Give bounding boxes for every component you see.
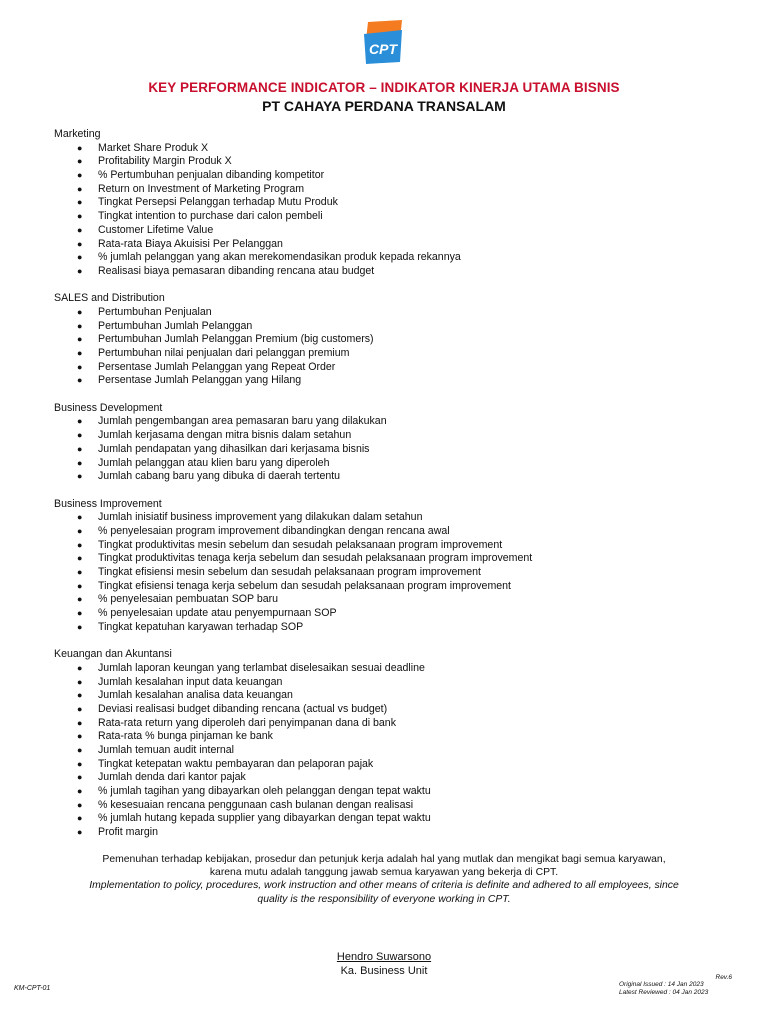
kpi-item <box>54 676 714 690</box>
bullet-icon: ● <box>77 457 83 468</box>
kpi-item <box>54 539 714 553</box>
bullet-icon: ● <box>77 703 83 714</box>
bullet-icon: ● <box>77 197 83 208</box>
kpi-item-text: Tingkat Persepsi Pelanggan terhadap Mutu Produk <box>98 196 338 209</box>
kpi-item-text: Pertumbuhan nilai penjualan dari pelanggan premium <box>98 347 350 359</box>
kpi-item <box>54 196 714 210</box>
kpi-section <box>54 128 714 279</box>
latest-reviewed: Latest Reviewed : 04 Jan 2023 <box>619 989 709 996</box>
kpi-item-text: Rata-rata Biaya Akuisisi Per Pelanggan <box>98 237 283 250</box>
kpi-item <box>54 210 714 224</box>
revision-label: Rev.6 <box>715 974 732 981</box>
kpi-list <box>54 415 714 483</box>
kpi-item-text: Tingkat produktivitas mesin sebelum dan sesudah pelaksanaan program improvement <box>98 538 503 551</box>
kpi-list <box>54 511 714 634</box>
kpi-item <box>54 415 714 429</box>
bullet-icon: ● <box>77 471 83 482</box>
kpi-item-text: Deviasi realisasi budget dibanding rencana (actual vs budget) <box>98 702 388 715</box>
kpi-item-text: Realisasi biaya pemasaran dibanding rencana atau budget <box>98 264 375 277</box>
bullet-icon: ● <box>77 553 83 564</box>
kpi-item-text: Persentase Jumlah Pelanggan yang Repeat Order <box>98 360 336 373</box>
kpi-item <box>54 744 714 758</box>
kpi-item-text: Jumlah temuan audit internal <box>98 743 235 756</box>
bullet-icon: ● <box>77 621 83 632</box>
bullet-icon: ● <box>77 306 83 317</box>
statement-line-english: Implementation to policy, procedures, work instruction and other means of criteria is definite and adhered to all employees, since <box>89 880 679 892</box>
bullet-icon: ● <box>77 361 83 372</box>
bullet-icon: ● <box>77 211 83 222</box>
kpi-item <box>54 183 714 197</box>
kpi-section <box>54 292 714 388</box>
kpi-item <box>54 758 714 772</box>
kpi-item-text: Tingkat efisiensi tenaga kerja sebelum dan sesudah pelaksanaan program improvement <box>98 579 512 592</box>
bullet-icon: ● <box>77 744 83 755</box>
kpi-item <box>54 799 714 813</box>
bullet-icon: ● <box>77 416 83 427</box>
kpi-item <box>54 525 714 539</box>
kpi-item <box>54 429 714 443</box>
bullet-icon: ● <box>77 813 83 824</box>
kpi-item <box>54 730 714 744</box>
document-title: KEY PERFORMANCE INDICATOR – INDIKATOR KINERJA UTAMA BISNIS <box>148 80 620 95</box>
bullet-icon: ● <box>77 265 83 276</box>
statement-line: karena mutu adalah tanggung jawab semua karyawan yang bekerja di CPT. <box>209 867 559 879</box>
kpi-item <box>54 347 714 361</box>
kpi-item-text: Jumlah cabang baru yang dibuka di daerah tertentu <box>98 470 341 483</box>
kpi-item <box>54 251 714 265</box>
kpi-item-text: Rata-rata % bunga pinjaman ke bank <box>98 730 273 743</box>
bullet-icon: ● <box>77 183 83 194</box>
kpi-item-text: Customer Lifetime Value <box>98 223 214 236</box>
kpi-item-text: % jumlah hutang kepada supplier yang dibayarkan dengan tepat waktu <box>98 812 431 825</box>
kpi-item-text: Jumlah kesalahan input data keuangan <box>98 675 283 688</box>
kpi-list <box>54 306 714 388</box>
kpi-item-text: Pertumbuhan Penjualan <box>98 305 212 318</box>
bullet-icon: ● <box>77 320 83 331</box>
kpi-item <box>54 771 714 785</box>
signatory-name: Hendro Suwarsono <box>336 951 432 963</box>
kpi-item-text: Return on Investment of Marketing Program <box>98 182 305 195</box>
kpi-item <box>54 457 714 471</box>
bullet-icon: ● <box>77 731 83 742</box>
bullet-icon: ● <box>77 594 83 605</box>
bullet-icon: ● <box>77 170 83 181</box>
kpi-item <box>54 566 714 580</box>
kpi-item-text: % jumlah tagihan yang dibayarkan oleh pelanggan dengan tepat waktu <box>98 785 431 797</box>
kpi-item-text: Profitability Margin Produk X <box>98 155 232 168</box>
kpi-item <box>54 607 714 621</box>
bullet-icon: ● <box>77 799 83 810</box>
kpi-item-text: Market Share Produk X <box>98 141 209 154</box>
kpi-item <box>54 580 714 594</box>
bullet-icon: ● <box>77 827 83 838</box>
kpi-item <box>54 717 714 731</box>
bullet-icon: ● <box>77 238 83 249</box>
kpi-item <box>54 374 714 388</box>
kpi-item <box>54 169 714 183</box>
statement-line: Pemenuhan terhadap kebijakan, prosedur dan petunjuk kerja adalah hal yang mutlak dan mengikat bagi semua karyawan, <box>102 854 666 865</box>
bullet-icon: ● <box>77 786 83 796</box>
kpi-item-text: Pertumbuhan Jumlah Pelanggan <box>98 319 253 332</box>
bullet-icon: ● <box>77 348 83 358</box>
kpi-item <box>54 265 714 279</box>
section-title: SALES and Distribution <box>54 292 165 305</box>
kpi-item <box>54 443 714 457</box>
bullet-icon: ● <box>77 224 83 235</box>
section-title: Keuangan dan Akuntansi <box>54 648 172 661</box>
cpt-logo <box>358 18 408 68</box>
kpi-list <box>54 662 714 840</box>
kpi-item <box>54 826 714 840</box>
kpi-item-text: Tingkat intention to purchase dari calon pembeli <box>98 210 323 223</box>
kpi-item-text: Tingkat ketepatan waktu pembayaran dan pelaporan pajak <box>98 757 374 770</box>
kpi-item-text: Jumlah pengembangan area pemasaran baru yang dilakukan <box>98 415 387 428</box>
kpi-item-text: Jumlah kerjasama dengan mitra bisnis dalam setahun <box>98 429 352 442</box>
section-title: Marketing <box>54 128 101 140</box>
bullet-icon: ● <box>77 443 83 454</box>
statement-line-english: quality is the responsibility of everyone working in CPT. <box>257 893 511 905</box>
kpi-item-text: Jumlah pelanggan atau klien baru yang diperoleh <box>98 456 330 469</box>
kpi-item <box>54 361 714 375</box>
bullet-icon: ● <box>77 375 83 386</box>
kpi-content <box>54 128 714 853</box>
kpi-section <box>54 648 714 840</box>
kpi-item-text: Profit margin <box>98 826 159 839</box>
kpi-item <box>54 155 714 169</box>
kpi-item <box>54 470 714 484</box>
original-issued: Original Issued : 14 Jan 2023 <box>619 981 704 988</box>
kpi-item <box>54 306 714 320</box>
kpi-item-text: Tingkat produktivitas tenaga kerja sebelum dan sesudah pelaksanaan program improvement <box>98 552 533 565</box>
kpi-item <box>54 662 714 676</box>
signatory-title: Ka. Business Unit <box>340 965 428 977</box>
kpi-item-text: % kesesuaian rencana penggunaan cash bulanan dengan realisasi <box>98 798 414 811</box>
kpi-item-text: Jumlah inisiatif business improvement yang dilakukan dalam setahun <box>98 511 423 524</box>
kpi-item <box>54 593 714 607</box>
kpi-item-text: Jumlah pendapatan yang dihasilkan dari kerjasama bisnis <box>98 442 370 455</box>
kpi-item <box>54 703 714 717</box>
kpi-item-text: Jumlah laporan keungan yang terlambat diselesaikan sesuai deadline <box>98 661 425 674</box>
bullet-icon: ● <box>77 758 83 769</box>
company-name: PT CAHAYA PERDANA TRANSALAM <box>262 98 506 114</box>
bullet-icon: ● <box>77 772 83 783</box>
kpi-item-text: Jumlah kesalahan analisa data keuangan <box>98 689 293 702</box>
bullet-icon: ● <box>77 525 83 536</box>
bullet-icon: ● <box>77 567 83 577</box>
kpi-item-text: % penyelesaian program improvement dibandingkan dengan rencana awal <box>98 524 450 537</box>
kpi-section <box>54 402 714 484</box>
bullet-icon: ● <box>77 252 83 263</box>
bullet-icon: ● <box>77 512 83 523</box>
kpi-item-text: % Pertumbuhan penjualan dibanding kompetitor <box>98 169 325 182</box>
kpi-list <box>54 142 714 279</box>
section-title: Business Development <box>54 401 163 414</box>
kpi-item-text: % penyelesaian pembuatan SOP baru <box>98 593 279 606</box>
kpi-item <box>54 621 714 635</box>
bullet-icon: ● <box>77 334 83 345</box>
kpi-item <box>54 511 714 525</box>
bullet-icon: ● <box>77 608 83 619</box>
kpi-item-text: % penyelesaian update atau penyempurnaan SOP <box>98 607 337 620</box>
logo-text: CPT <box>369 41 397 57</box>
bullet-icon: ● <box>77 690 83 701</box>
kpi-item <box>54 689 714 703</box>
kpi-item-text: % jumlah pelanggan yang akan merekomendasikan produk kepada rekannya <box>98 251 461 264</box>
kpi-item-text: Tingkat efisiensi mesin sebelum dan sesudah pelaksanaan program improvement <box>98 566 481 578</box>
kpi-item <box>54 785 714 799</box>
signature-block <box>0 950 768 978</box>
kpi-item <box>54 142 714 156</box>
kpi-item <box>54 812 714 826</box>
bullet-icon: ● <box>77 430 83 441</box>
document-code: KM-CPT-01 <box>14 985 51 992</box>
bullet-icon: ● <box>77 156 83 167</box>
bullet-icon: ● <box>77 662 83 673</box>
kpi-section <box>54 498 714 635</box>
kpi-item-text: Rata-rata return yang diperoleh dari penyimpanan dana di bank <box>98 716 396 729</box>
bullet-icon: ● <box>77 580 83 591</box>
kpi-item-text: Persentase Jumlah Pelanggan yang Hilang <box>98 374 302 387</box>
kpi-item <box>54 238 714 252</box>
kpi-item-text: Jumlah denda dari kantor pajak <box>98 771 246 784</box>
kpi-item <box>54 224 714 238</box>
kpi-item-text: Pertumbuhan Jumlah Pelanggan Premium (big customers) <box>98 333 374 346</box>
kpi-item-text: Tingkat kepatuhan karyawan terhadap SOP <box>98 620 304 633</box>
bullet-icon: ● <box>77 142 83 153</box>
policy-statement <box>44 853 724 906</box>
section-title: Business Improvement <box>54 497 162 510</box>
kpi-item <box>54 320 714 334</box>
bullet-icon: ● <box>77 717 83 728</box>
bullet-icon: ● <box>77 539 83 550</box>
bullet-icon: ● <box>77 676 83 687</box>
kpi-item <box>54 552 714 566</box>
issue-info <box>619 981 708 997</box>
kpi-item <box>54 333 714 347</box>
